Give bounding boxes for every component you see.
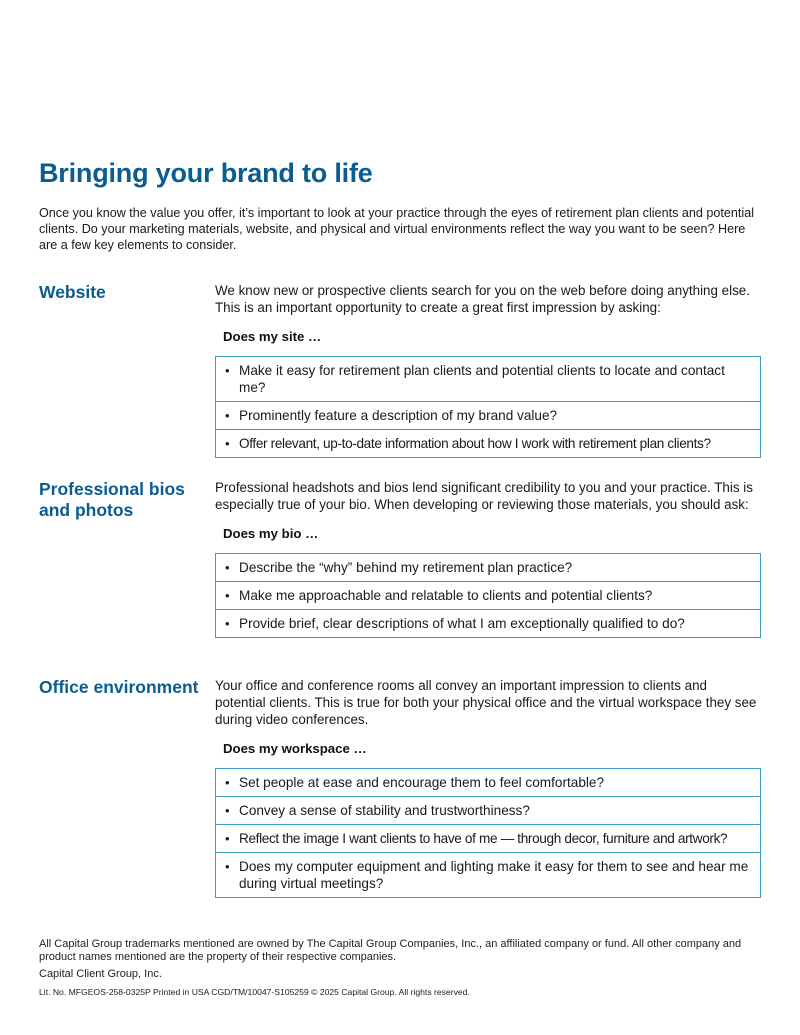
question-item bbox=[216, 824, 760, 852]
intro-paragraph: Once you know the value you offer, it’s important to look at your practice through the eyes of retirement plan clients and potential clients. Do your marketing materials, website, and physical and virtual environments reflect the way you want to be seen? Here are a few key elements to consider. bbox=[39, 206, 754, 252]
section-text: We know new or prospective clients search for you on the web before doing anything else. This is an important opportunity to create a great first impression by asking: bbox=[215, 283, 750, 315]
question-box bbox=[215, 553, 761, 638]
question-text: Make me approachable and relatable to clients and potential clients? bbox=[239, 588, 653, 603]
section-body bbox=[215, 677, 761, 898]
footer bbox=[39, 938, 764, 998]
bullet-icon: • bbox=[225, 775, 230, 790]
question-item bbox=[216, 796, 760, 824]
bullet-icon: • bbox=[225, 560, 230, 575]
section-heading: Website bbox=[39, 282, 106, 302]
question-item bbox=[216, 581, 760, 609]
question-item bbox=[216, 852, 760, 897]
page-title: Bringing your brand to life bbox=[39, 158, 373, 188]
question-item bbox=[216, 401, 760, 429]
question-item bbox=[216, 357, 760, 401]
question-item bbox=[216, 769, 760, 796]
section-body bbox=[215, 479, 761, 638]
question-text: Convey a sense of stability and trustworthiness? bbox=[239, 803, 530, 818]
question-text: Does my computer equipment and lighting make it easy for them to see and hear me during virtual meetings? bbox=[239, 859, 749, 891]
bullet-icon: • bbox=[225, 831, 230, 846]
section-heading: Office environment bbox=[39, 677, 199, 697]
question-label: Does my site … bbox=[223, 329, 322, 344]
bullet-icon: • bbox=[225, 363, 230, 378]
footer-legal-text: All Capital Group trademarks mentioned are owned by The Capital Group Companies, Inc., an affiliated company or fund. All other company and product names mentioned are the property of their respective companies. bbox=[39, 938, 742, 963]
footer-company: Capital Client Group, Inc. bbox=[39, 968, 162, 980]
question-text: Describe the “why” behind my retirement plan practice? bbox=[239, 560, 573, 575]
question-label: Does my workspace … bbox=[223, 741, 367, 756]
section-text: Professional headshots and bios lend significant credibility to you and your practice. This is especially true of your bio. When developing or reviewing those materials, you should ask: bbox=[215, 480, 753, 512]
question-box bbox=[215, 356, 761, 458]
question-item bbox=[216, 609, 760, 637]
section-body bbox=[215, 282, 761, 458]
question-text: Make it easy for retirement plan clients and potential clients to locate and contact me? bbox=[239, 363, 725, 395]
section-text: Your office and conference rooms all convey an important impression to clients and potential clients. This is true for both your physical office and the virtual workspace they see during video conferences. bbox=[215, 678, 757, 727]
bullet-icon: • bbox=[225, 408, 230, 423]
question-label: Does my bio … bbox=[223, 526, 319, 541]
question-text: Prominently feature a description of my brand value? bbox=[239, 408, 558, 423]
section-heading: Professional bios and photos bbox=[39, 479, 185, 520]
bullet-icon: • bbox=[225, 436, 230, 451]
bullet-icon: • bbox=[225, 803, 230, 818]
question-item bbox=[216, 554, 760, 581]
question-text: Reflect the image I want clients to have of me — through decor, furniture and artwork? bbox=[239, 831, 728, 846]
question-text: Offer relevant, up-to-date information about how I work with retirement plan clients? bbox=[239, 436, 711, 451]
footer-lit-number: Lit. No. MFGEOS-258-0325P Printed in USA CGD/TM/10047-S105259 © 2025 Capital Group. All rights reserved. bbox=[39, 987, 470, 997]
bullet-icon: • bbox=[225, 588, 230, 603]
question-text: Provide brief, clear descriptions of what I am exceptionally qualified to do? bbox=[239, 616, 685, 631]
question-box bbox=[215, 768, 761, 898]
question-text: Set people at ease and encourage them to feel comfortable? bbox=[239, 775, 605, 790]
bullet-icon: • bbox=[225, 859, 230, 874]
bullet-icon: • bbox=[225, 616, 230, 631]
question-item bbox=[216, 429, 760, 457]
